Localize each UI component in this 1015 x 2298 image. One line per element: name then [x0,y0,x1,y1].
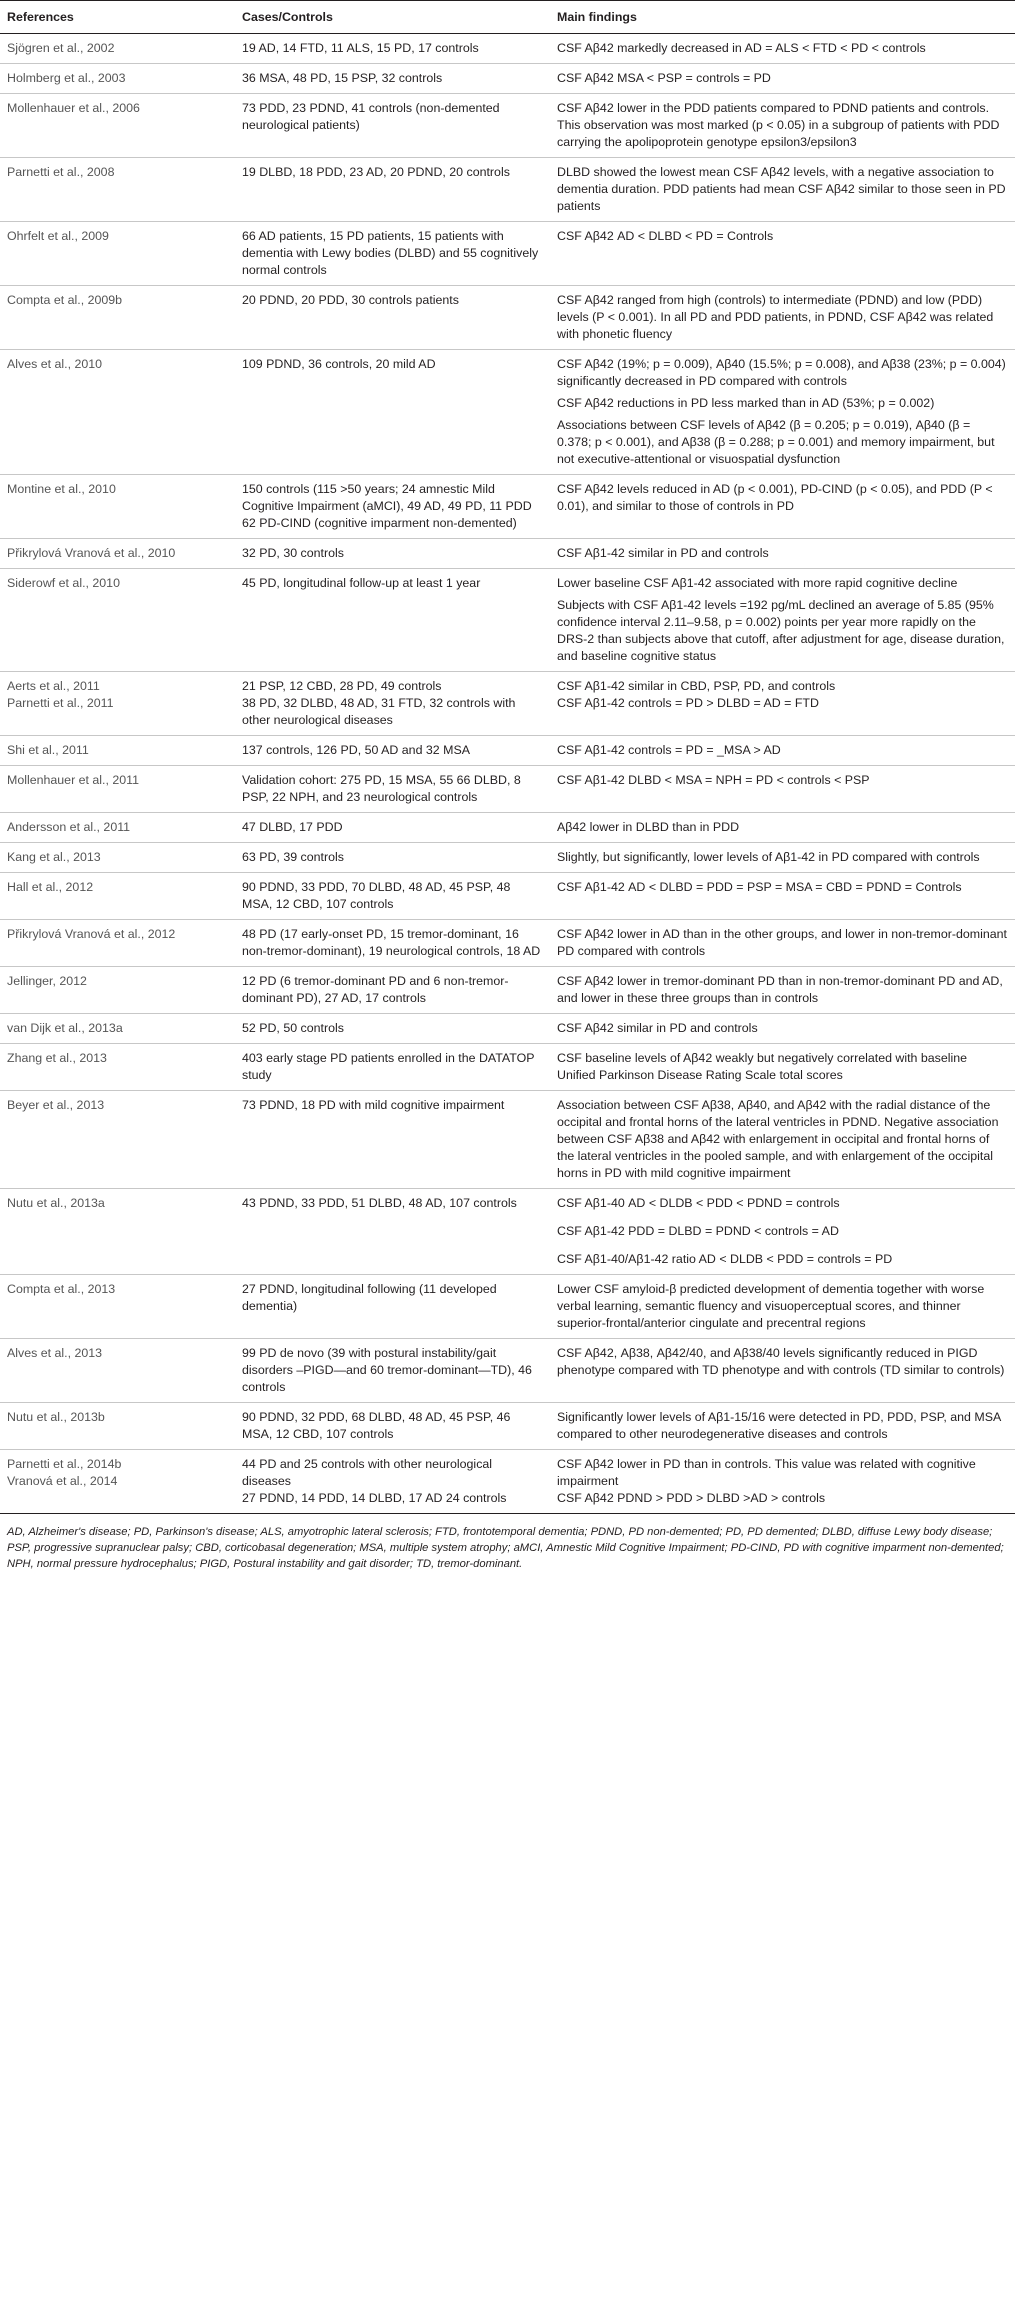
finding-line: CSF Aβ1-42 AD < DLBD = PDD = PSP = MSA = CBD = PDND = Controls [557,880,962,894]
reference-line: Parnetti et al., 2011 [7,696,114,710]
finding-line: CSF Aβ42 AD < DLBD < PD = Controls [557,229,774,243]
reference-line: Parnetti et al., 2008 [7,165,115,179]
finding-line: CSF Aβ1-40 AD < DLDB < PDD < PDND = controls [557,1196,840,1210]
main-findings-cell [550,1450,1015,1514]
cases-line: 150 controls (115 >50 years; 24 amnestic Mild Cognitive Impairment (aMCI), 49 AD, 49 PD, 11 PDD 62 PD-CIND (cognitive imparment non-demented) [242,482,532,530]
cases-controls-cell [235,920,550,967]
cases-controls-cell [235,736,550,766]
reference-line: Siderowf et al., 2010 [7,576,120,590]
reference-line: Nutu et al., 2013a [7,1196,105,1210]
cases-controls-cell [235,475,550,539]
cases-line: 43 PDND, 33 PDD, 51 DLBD, 48 AD, 107 controls [242,1196,517,1210]
cases-controls-cell [235,1403,550,1450]
table-row [0,94,1015,158]
cases-line: 19 DLBD, 18 PDD, 23 AD, 20 PDND, 20 controls [242,165,510,179]
cases-controls-cell [235,813,550,843]
main-findings-cell [550,1403,1015,1450]
cases-line: 27 PDND, 14 PDD, 14 DLBD, 17 AD 24 controls [242,1491,507,1505]
cases-line: 99 PD de novo (39 with postural instability/gait disorders –PIGD—and 60 tremor-dominant—TD), 46 controls [242,1346,532,1394]
main-findings-cell [550,286,1015,350]
reference-cell [0,1339,235,1403]
table-row [0,539,1015,569]
reference-line: Beyer et al., 2013 [7,1098,105,1112]
reference-cell [0,539,235,569]
reference-cell [0,1275,235,1339]
main-findings-cell [550,873,1015,920]
table-row [0,843,1015,873]
table-row [0,1403,1015,1450]
cases-controls-cell [235,94,550,158]
reference-line: Aerts et al., 2011 [7,679,100,693]
reference-cell [0,967,235,1014]
cases-line: 44 PD and 25 controls with other neurological diseases [242,1457,493,1488]
cases-line: 73 PDND, 18 PD with mild cognitive impairment [242,1098,505,1112]
reference-cell [0,1450,235,1514]
cases-line: 36 MSA, 48 PD, 15 PSP, 32 controls [242,71,443,85]
finding-line: CSF Aβ42 lower in tremor-dominant PD than in non-tremor-dominant PD and AD, and lower in these three groups than in controls [557,974,1003,1005]
cases-controls-cell [235,539,550,569]
main-findings-cell [550,350,1015,475]
cases-line: 137 controls, 126 PD, 50 AD and 32 MSA [242,743,470,757]
finding-line: Slightly, but significantly, lower levels of Aβ1-42 in PD compared with controls [557,850,980,864]
cases-controls-cell [235,64,550,94]
reference-cell [0,569,235,672]
finding-line: CSF Aβ42 levels reduced in AD (p < 0.001), PD-CIND (p < 0.05), and PDD (P < 0.01), and similar to those of controls in PD [557,482,993,513]
cases-controls-cell [235,843,550,873]
cases-controls-cell [235,1189,550,1275]
finding-line: CSF Aβ42 reductions in PD less marked than in AD (53%; p = 0.002) [557,396,935,410]
table-footnote: AD, Alzheimer's disease; PD, Parkinson's disease; ALS, amyotrophic lateral sclerosis; FTD, frontotemporal dementia; PDND, PD non-demented; PD, PD demented; DLBD, diffuse Lewy body disease; PSP, progressive supranuclear palsy; CBD, corticobasal degeneration; MSA, multiple system atrophy; aMCI, Amnestic Mild Cognitive Impairment; PD-CIND, PD with cognitive imparment non-demented; NPH, normal pressure hydrocephalus; PIGD, Postural instability and gait disorder; TD, tremor-dominant. [7,1526,1004,1570]
reference-cell [0,1091,235,1189]
reference-line: Andersson et al., 2011 [7,820,131,834]
finding-line: CSF Aβ1-42 controls = PD > DLBD = AD = FTD [557,696,819,710]
finding-line: CSF Aβ1-42 PDD = DLBD = PDND < controls = AD [557,1224,839,1238]
reference-cell [0,222,235,286]
table-header [0,1,1015,34]
cases-controls-cell [235,1450,550,1514]
cases-controls-cell [235,34,550,64]
reference-line: Compta et al., 2009b [7,293,123,307]
reference-line: Holmberg et al., 2003 [7,71,126,85]
cases-line: Validation cohort: 275 PD, 15 MSA, 55 66 DLBD, 8 PSP, 22 NPH, and 23 neurological controls [242,773,521,804]
reference-line: Compta et al., 2013 [7,1282,116,1296]
cases-line: 90 PDND, 33 PDD, 70 DLBD, 48 AD, 45 PSP, 48 MSA, 12 CBD, 107 controls [242,880,511,911]
reference-line: Vranová et al., 2014 [7,1474,118,1488]
reference-line: Alves et al., 2010 [7,357,103,371]
main-findings-cell [550,475,1015,539]
reference-cell [0,350,235,475]
table-row [0,1275,1015,1339]
reference-cell [0,1403,235,1450]
cases-controls-cell [235,672,550,736]
cases-line: 12 PD (6 tremor-dominant PD and 6 non-tremor-dominant PD), 27 AD, 17 controls [242,974,509,1005]
finding-line: CSF Aβ1-42 similar in PD and controls [557,546,769,560]
main-findings-cell [550,1091,1015,1189]
finding-line: CSF Aβ42, Aβ38, Aβ42/40, and Aβ38/40 levels significantly reduced in PIGD phenotype compared with TD phenotype and with controls (TD similar to controls) [557,1346,1005,1377]
cases-line: 20 PDND, 20 PDD, 30 controls patients [242,293,459,307]
main-findings-cell [550,766,1015,813]
main-findings-cell [550,222,1015,286]
reference-cell [0,1014,235,1044]
reference-line: Hall et al., 2012 [7,880,94,894]
reference-line: Jellinger, 2012 [7,974,87,988]
main-findings-cell [550,813,1015,843]
finding-line: CSF Aβ42 lower in PD than in controls. This value was related with cognitive impairment [557,1457,976,1488]
table-row [0,766,1015,813]
cases-controls-cell [235,569,550,672]
table-row [0,34,1015,64]
finding-line: CSF baseline levels of Aβ42 weakly but negatively correlated with baseline Unified Parkinson Disease Rating Scale total scores [557,1051,968,1082]
reference-cell [0,1044,235,1091]
cases-line: 27 PDND, longitudinal following (11 developed dementia) [242,1282,497,1313]
main-findings-cell [550,1275,1015,1339]
cases-line: 21 PSP, 12 CBD, 28 PD, 49 controls [242,679,442,693]
reference-line: Montine et al., 2010 [7,482,116,496]
table-row [0,350,1015,475]
cases-line: 45 PD, longitudinal follow-up at least 1 year [242,576,481,590]
main-findings-cell [550,34,1015,64]
cases-line: 403 early stage PD patients enrolled in the DATATOP study [242,1051,535,1082]
table-row [0,920,1015,967]
cases-controls-cell [235,158,550,222]
table-row [0,1044,1015,1091]
main-findings-cell [550,736,1015,766]
cases-line: 19 AD, 14 FTD, 11 ALS, 15 PD, 17 controls [242,41,479,55]
cases-line: 32 PD, 30 controls [242,546,344,560]
cases-controls-cell [235,1091,550,1189]
reference-line: Kang et al., 2013 [7,850,101,864]
finding-line: CSF Aβ42 ranged from high (controls) to intermediate (PDND) and low (PDD) levels (P < 0.001). In all PD and PDD patients, in PDND, CSF Aβ42 was related with phonetic fluency [557,293,994,341]
finding-line: CSF Aβ42 similar in PD and controls [557,1021,758,1035]
cases-controls-cell [235,286,550,350]
main-findings-cell [550,1339,1015,1403]
cases-controls-cell [235,1044,550,1091]
reference-line: Mollenhauer et al., 2011 [7,773,140,787]
cases-line: 73 PDD, 23 PDND, 41 controls (non-demented neurological patients) [242,101,500,132]
main-findings-cell [550,920,1015,967]
reference-cell [0,813,235,843]
main-findings-cell [550,1044,1015,1091]
cases-controls-cell [235,222,550,286]
reference-cell [0,64,235,94]
reference-line: Zhang et al., 2013 [7,1051,107,1065]
reference-cell [0,766,235,813]
table-row [0,222,1015,286]
main-findings-cell [550,158,1015,222]
finding-line: Subjects with CSF Aβ1-42 levels =192 pg/mL declined an average of 5.85 (95% confidence interval 2.11–9.58, p = 0.002) points per year more rapidly on the DRS-2 than subjects above that cutoff, after adjustment for age, disease duration, and baseline cognitive status [557,598,1005,663]
table-row [0,1450,1015,1514]
main-findings-cell [550,94,1015,158]
cases-line: 47 DLBD, 17 PDD [242,820,343,834]
reference-line: Alves et al., 2013 [7,1346,103,1360]
finding-line: CSF Aβ42 lower in AD than in the other groups, and lower in non-tremor-dominant PD compared with controls [557,927,1007,958]
reference-cell [0,843,235,873]
cases-line: 63 PD, 39 controls [242,850,344,864]
cases-line: 48 PD (17 early-onset PD, 15 tremor-dominant, 16 non-tremor-dominant), 19 neurological controls, 18 AD [242,927,541,958]
table-row [0,736,1015,766]
table-row [0,873,1015,920]
finding-line: Association between CSF Aβ38, Aβ40, and Aβ42 with the radial distance of the occipital and frontal horns of the lateral ventricles in PDND. Negative association between CSF Aβ38 and Aβ42 with enlargement in occipital and frontal horns of the lateral ventricles in the pooled sample, and with enlargement of the occipital horns in PD with mild cognitive impairment [557,1098,999,1180]
header-cases-controls: Cases/Controls [235,1,550,34]
finding-line: DLBD showed the lowest mean CSF Aβ42 levels, with a negative association to dementia duration. PDD patients had mean CSF Aβ42 similar to those seen in PD patients [557,165,1006,213]
reference-cell [0,920,235,967]
cases-line: 90 PDND, 32 PDD, 68 DLBD, 48 AD, 45 PSP, 46 MSA, 12 CBD, 107 controls [242,1410,511,1441]
cases-line: 38 PD, 32 DLBD, 48 AD, 31 FTD, 32 controls with other neurological diseases [242,696,516,727]
cases-controls-cell [235,350,550,475]
reference-cell [0,158,235,222]
table-row [0,1339,1015,1403]
finding-line: CSF Aβ42 PDND > PDD > DLBD >AD > controls [557,1491,826,1505]
main-findings-cell [550,64,1015,94]
table-row [0,158,1015,222]
main-findings-cell [550,539,1015,569]
table-row [0,967,1015,1014]
finding-line: CSF Aβ42 (19%; p = 0.009), Aβ40 (15.5%; p = 0.008), and Aβ38 (23%; p = 0.004) significantly decreased in PD compared with controls [557,357,1006,388]
reference-cell [0,672,235,736]
reference-line: Sjögren et al., 2002 [7,41,115,55]
cases-line: 109 PDND, 36 controls, 20 mild AD [242,357,436,371]
finding-line: Associations between CSF levels of Aβ42 (β = 0.205; p = 0.019), Aβ40 (β = 0.378; p < 0.001), and Aβ38 (β = 0.288; p = 0.001) and memory impairment, but not executive-attentional or visuospatial dysfunction [557,418,995,466]
reference-line: Přikrylová Vranová et al., 2012 [7,927,176,941]
table-row [0,1189,1015,1275]
header-row [0,1,1015,34]
table-row [0,1091,1015,1189]
main-findings-cell [550,1014,1015,1044]
table-row [0,672,1015,736]
reference-line: Nutu et al., 2013b [7,1410,105,1424]
header-references: References [0,1,235,34]
main-findings-cell [550,1189,1015,1275]
finding-line: CSF Aβ1-42 similar in CBD, PSP, PD, and controls [557,679,836,693]
cases-controls-cell [235,1275,550,1339]
reference-line: Parnetti et al., 2014b [7,1457,122,1471]
finding-line: CSF Aβ1-42 DLBD < MSA = NPH = PD < controls < PSP [557,773,870,787]
reference-cell [0,286,235,350]
finding-line: Lower baseline CSF Aβ1-42 associated with more rapid cognitive decline [557,576,958,590]
finding-line: Lower CSF amyloid-β predicted development of dementia together with worse verbal learning, semantic fluency and visuoperceptual scores, and thinner superior-frontal/anterior cingulate and precentral regions [557,1282,985,1330]
reference-cell [0,1189,235,1275]
cases-controls-cell [235,1014,550,1044]
finding-line: Aβ42 lower in DLBD than in PDD [557,820,740,834]
reference-line: van Dijk et al., 2013a [7,1021,123,1035]
reference-cell [0,736,235,766]
reference-line: Přikrylová Vranová et al., 2010 [7,546,176,560]
finding-line: CSF Aβ1-40/Aβ1-42 ratio AD < DLDB < PDD = controls = PD [557,1252,893,1266]
reference-cell [0,34,235,64]
table-row [0,813,1015,843]
table-row [0,1014,1015,1044]
reference-cell [0,94,235,158]
reference-cell [0,475,235,539]
finding-line: CSF Aβ42 lower in the PDD patients compared to PDND patients and controls. This observation was most marked (p < 0.05) in a subgroup of patients with PDD carrying the apolipoprotein genotype epsilon3/epsilon3 [557,101,1000,149]
reference-cell [0,873,235,920]
finding-line: Significantly lower levels of Aβ1-15/16 were detected in PD, PDD, PSP, and MSA compared to other neurodegenerative diseases and controls [557,1410,1001,1441]
main-findings-cell [550,569,1015,672]
reference-line: Ohrfelt et al., 2009 [7,229,109,243]
finding-line: CSF Aβ42 MSA < PSP = controls = PD [557,71,771,85]
cases-line: 66 AD patients, 15 PD patients, 15 patients with dementia with Lewy bodies (DLBD) and 55 cognitively normal controls [242,229,539,277]
reference-line: Shi et al., 2011 [7,743,89,757]
main-findings-cell [550,672,1015,736]
cases-controls-cell [235,1339,550,1403]
reference-line: Mollenhauer et al., 2006 [7,101,140,115]
cases-controls-cell [235,766,550,813]
main-findings-cell [550,967,1015,1014]
table-row [0,64,1015,94]
table-row [0,475,1015,539]
cases-controls-cell [235,967,550,1014]
cases-controls-cell [235,873,550,920]
table-row [0,286,1015,350]
header-main-findings: Main findings [550,1,1015,34]
finding-line: CSF Aβ42 markedly decreased in AD = ALS < FTD < PD < controls [557,41,926,55]
table-body [0,34,1015,1514]
cases-line: 52 PD, 50 controls [242,1021,344,1035]
main-findings-cell [550,843,1015,873]
table-row [0,569,1015,672]
finding-line: CSF Aβ1-42 controls = PD = _MSA > AD [557,743,781,757]
